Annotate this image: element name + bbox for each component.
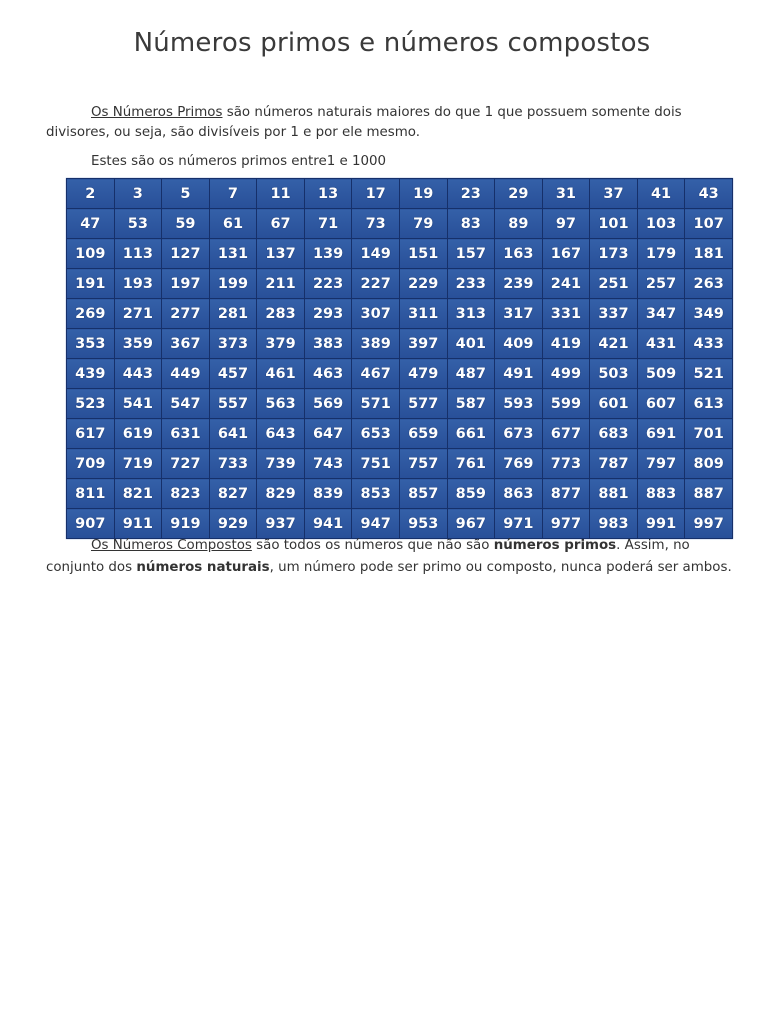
prime-cell: 499 [542, 359, 590, 389]
prime-cell: 97 [542, 209, 590, 239]
prime-cell: 337 [590, 299, 638, 329]
prime-cell: 757 [399, 449, 447, 479]
prime-cell: 479 [399, 359, 447, 389]
prime-cell: 101 [590, 209, 638, 239]
table-row [67, 389, 733, 419]
prime-cell: 677 [542, 419, 590, 449]
prime-cell: 11 [257, 179, 305, 209]
prime-cell: 743 [304, 449, 352, 479]
prime-cell: 769 [495, 449, 543, 479]
prime-cell: 733 [209, 449, 257, 479]
prime-cell: 797 [637, 449, 685, 479]
prime-cell: 887 [685, 479, 733, 509]
prime-cell: 271 [114, 299, 162, 329]
prime-cell: 859 [447, 479, 495, 509]
prime-cell: 31 [542, 179, 590, 209]
prime-cell: 503 [590, 359, 638, 389]
prime-cell: 659 [399, 419, 447, 449]
prime-cell: 827 [209, 479, 257, 509]
prime-cell: 281 [209, 299, 257, 329]
prime-cell: 571 [352, 389, 400, 419]
prime-cell: 823 [162, 479, 210, 509]
prime-cell: 3 [114, 179, 162, 209]
prime-cell: 7 [209, 179, 257, 209]
table-row [67, 299, 733, 329]
prime-cell: 613 [685, 389, 733, 419]
prime-cell: 167 [542, 239, 590, 269]
prime-cell: 401 [447, 329, 495, 359]
prime-cell: 863 [495, 479, 543, 509]
prime-cell: 787 [590, 449, 638, 479]
table-row [67, 329, 733, 359]
prime-cell: 947 [352, 509, 400, 539]
prime-cell: 643 [257, 419, 305, 449]
prime-cell: 547 [162, 389, 210, 419]
prime-cell: 257 [637, 269, 685, 299]
prime-cell: 631 [162, 419, 210, 449]
composite-bold-naturals: números naturais [136, 560, 270, 575]
prime-cell: 937 [257, 509, 305, 539]
prime-cell: 983 [590, 509, 638, 539]
prime-cell: 487 [447, 359, 495, 389]
prime-cell: 839 [304, 479, 352, 509]
prime-cell: 29 [495, 179, 543, 209]
prime-definition-paragraph [46, 103, 736, 143]
prime-cell: 79 [399, 209, 447, 239]
prime-cell: 433 [685, 329, 733, 359]
prime-cell: 557 [209, 389, 257, 419]
prime-cell: 853 [352, 479, 400, 509]
prime-cell: 17 [352, 179, 400, 209]
prime-cell: 317 [495, 299, 543, 329]
prime-cell: 443 [114, 359, 162, 389]
prime-cell: 953 [399, 509, 447, 539]
prime-cell: 701 [685, 419, 733, 449]
prime-cell: 673 [495, 419, 543, 449]
prime-cell: 509 [637, 359, 685, 389]
prime-cell: 113 [114, 239, 162, 269]
prime-cell: 467 [352, 359, 400, 389]
prime-cell: 521 [685, 359, 733, 389]
prime-cell: 349 [685, 299, 733, 329]
prime-cell: 907 [67, 509, 115, 539]
prime-cell: 311 [399, 299, 447, 329]
prime-cell: 641 [209, 419, 257, 449]
prime-cell: 691 [637, 419, 685, 449]
prime-cell: 599 [542, 389, 590, 419]
table-row [67, 239, 733, 269]
prime-cell: 37 [590, 179, 638, 209]
prime-cell: 439 [67, 359, 115, 389]
prime-cell: 229 [399, 269, 447, 299]
prime-cell: 977 [542, 509, 590, 539]
prime-cell: 751 [352, 449, 400, 479]
prime-cell: 59 [162, 209, 210, 239]
prime-cell: 373 [209, 329, 257, 359]
prime-cell: 307 [352, 299, 400, 329]
prime-cell: 389 [352, 329, 400, 359]
prime-cell: 193 [114, 269, 162, 299]
prime-cell: 41 [637, 179, 685, 209]
prime-cell: 761 [447, 449, 495, 479]
prime-cell: 179 [637, 239, 685, 269]
prime-cell: 647 [304, 419, 352, 449]
composite-bold-primes: números primos [493, 538, 617, 553]
prime-cell: 137 [257, 239, 305, 269]
composite-numbers-link[interactable]: Os Números Compostos [91, 538, 252, 553]
prime-cell: 607 [637, 389, 685, 419]
table-row [67, 359, 733, 389]
prime-cell: 709 [67, 449, 115, 479]
prime-cell: 61 [209, 209, 257, 239]
prime-numbers-link[interactable]: Os Números Primos [91, 105, 223, 120]
prime-cell: 227 [352, 269, 400, 299]
prime-cell: 911 [114, 509, 162, 539]
prime-cell: 971 [495, 509, 543, 539]
prime-cell: 173 [590, 239, 638, 269]
prime-cell: 409 [495, 329, 543, 359]
prime-cell: 151 [399, 239, 447, 269]
prime-cell: 53 [114, 209, 162, 239]
prime-cell: 47 [67, 209, 115, 239]
prime-cell: 43 [685, 179, 733, 209]
prime-cell: 163 [495, 239, 543, 269]
prime-cell: 541 [114, 389, 162, 419]
prime-cell: 617 [67, 419, 115, 449]
page-title: Números primos e números compostos [133, 28, 651, 58]
composite-text-c: , um número pode ser primo ou composto, nunca poderá ser ambos. [269, 560, 732, 575]
prime-cell: 83 [447, 209, 495, 239]
prime-cell: 593 [495, 389, 543, 419]
prime-cell: 197 [162, 269, 210, 299]
prime-cell: 239 [495, 269, 543, 299]
prime-cell: 569 [304, 389, 352, 419]
prime-cell: 67 [257, 209, 305, 239]
prime-cell: 5 [162, 179, 210, 209]
prime-cell: 89 [495, 209, 543, 239]
prime-cell: 347 [637, 299, 685, 329]
prime-cell: 811 [67, 479, 115, 509]
prime-cell: 587 [447, 389, 495, 419]
prime-cell: 919 [162, 509, 210, 539]
prime-cell: 71 [304, 209, 352, 239]
prime-cell: 191 [67, 269, 115, 299]
prime-cell: 353 [67, 329, 115, 359]
prime-cell: 139 [304, 239, 352, 269]
prime-cell: 2 [67, 179, 115, 209]
prime-cell: 829 [257, 479, 305, 509]
prime-cell: 383 [304, 329, 352, 359]
prime-cell: 491 [495, 359, 543, 389]
prime-cell: 131 [209, 239, 257, 269]
composite-text-b: . Assim, no conjunto dos [46, 538, 690, 575]
prime-cell: 463 [304, 359, 352, 389]
prime-cell: 877 [542, 479, 590, 509]
prime-cell: 881 [590, 479, 638, 509]
prime-cell: 233 [447, 269, 495, 299]
prime-cell: 359 [114, 329, 162, 359]
prime-cell: 199 [209, 269, 257, 299]
prime-cell: 19 [399, 179, 447, 209]
prime-cell: 997 [685, 509, 733, 539]
prime-cell: 263 [685, 269, 733, 299]
table-row [67, 179, 733, 209]
prime-cell: 331 [542, 299, 590, 329]
prime-cell: 577 [399, 389, 447, 419]
prime-cell: 821 [114, 479, 162, 509]
composite-text-a: são todos os números que não são [251, 538, 494, 553]
prime-cell: 223 [304, 269, 352, 299]
prime-cell: 127 [162, 239, 210, 269]
prime-cell: 929 [209, 509, 257, 539]
prime-cell: 211 [257, 269, 305, 299]
primes-table-body [67, 179, 733, 539]
prime-cell: 421 [590, 329, 638, 359]
primes-table [66, 178, 733, 539]
prime-cell: 449 [162, 359, 210, 389]
prime-cell: 523 [67, 389, 115, 419]
prime-cell: 269 [67, 299, 115, 329]
prime-cell: 461 [257, 359, 305, 389]
primes-intro-paragraph [46, 152, 736, 172]
prime-cell: 601 [590, 389, 638, 419]
prime-cell: 661 [447, 419, 495, 449]
primes-intro-text: Estes são os números primos entre1 e 1000 [91, 154, 387, 169]
prime-cell: 857 [399, 479, 447, 509]
prime-cell: 563 [257, 389, 305, 419]
prime-cell: 277 [162, 299, 210, 329]
prime-cell: 241 [542, 269, 590, 299]
table-row [67, 419, 733, 449]
prime-cell: 109 [67, 239, 115, 269]
prime-cell: 313 [447, 299, 495, 329]
composite-definition-paragraph [46, 535, 736, 579]
prime-cell: 73 [352, 209, 400, 239]
prime-cell: 653 [352, 419, 400, 449]
prime-cell: 809 [685, 449, 733, 479]
prime-cell: 457 [209, 359, 257, 389]
table-row [67, 269, 733, 299]
prime-cell: 367 [162, 329, 210, 359]
prime-definition-text: são números naturais maiores do que 1 que possuem somente dois divisores, ou seja, são divisíveis por 1 e por ele mesmo. [46, 105, 682, 140]
prime-cell: 419 [542, 329, 590, 359]
prime-cell: 719 [114, 449, 162, 479]
prime-cell: 23 [447, 179, 495, 209]
prime-cell: 107 [685, 209, 733, 239]
prime-cell: 773 [542, 449, 590, 479]
prime-cell: 967 [447, 509, 495, 539]
prime-cell: 431 [637, 329, 685, 359]
prime-cell: 397 [399, 329, 447, 359]
prime-cell: 251 [590, 269, 638, 299]
prime-cell: 941 [304, 509, 352, 539]
prime-cell: 739 [257, 449, 305, 479]
prime-cell: 157 [447, 239, 495, 269]
prime-cell: 683 [590, 419, 638, 449]
prime-cell: 379 [257, 329, 305, 359]
table-row [67, 209, 733, 239]
table-row [67, 509, 733, 539]
prime-cell: 103 [637, 209, 685, 239]
prime-cell: 991 [637, 509, 685, 539]
prime-cell: 13 [304, 179, 352, 209]
prime-cell: 727 [162, 449, 210, 479]
prime-cell: 619 [114, 419, 162, 449]
prime-cell: 293 [304, 299, 352, 329]
prime-cell: 283 [257, 299, 305, 329]
table-row [67, 479, 733, 509]
prime-cell: 181 [685, 239, 733, 269]
prime-cell: 883 [637, 479, 685, 509]
prime-cell: 149 [352, 239, 400, 269]
table-row [67, 449, 733, 479]
